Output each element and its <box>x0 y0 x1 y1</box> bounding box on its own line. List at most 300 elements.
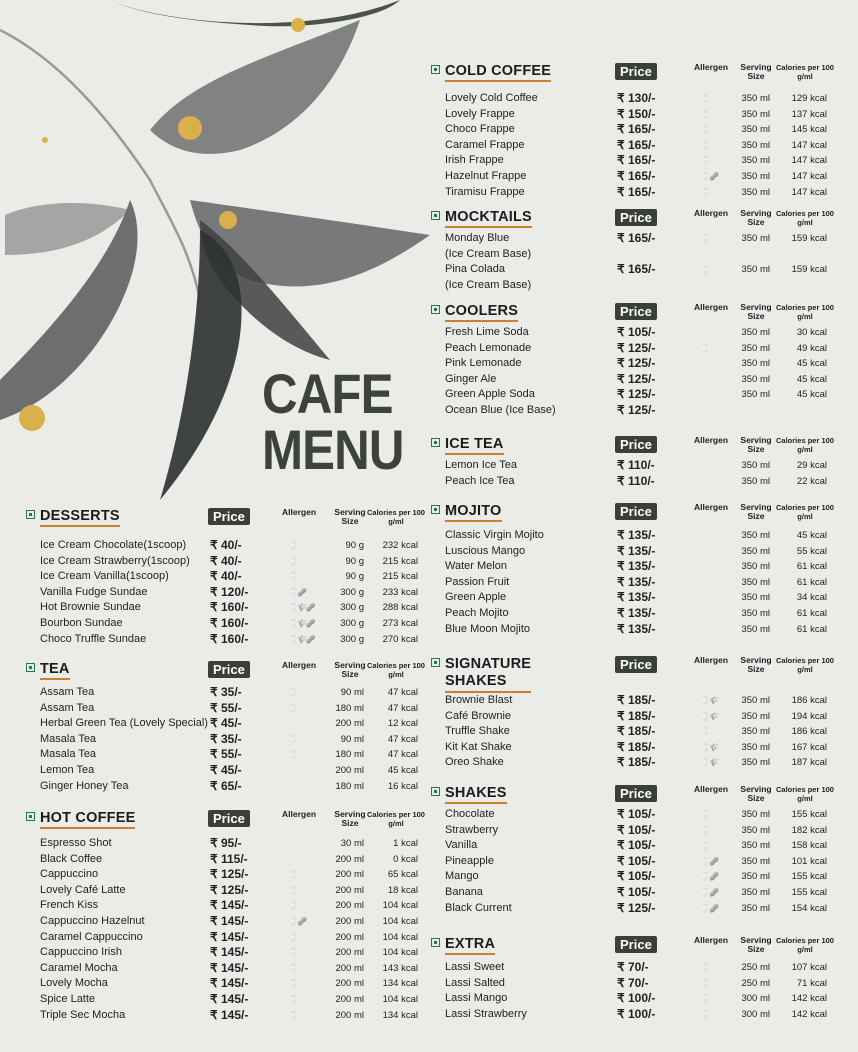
menu-item <box>431 372 851 388</box>
item-serving: 350 ml <box>741 561 770 573</box>
item-serving: 200 ml <box>335 931 364 943</box>
serving-header: Serving Size <box>740 502 772 521</box>
item-name: Black Coffee <box>40 852 103 865</box>
item-name: Oreo Shake <box>445 756 504 769</box>
serving-header: Serving Size <box>334 809 366 828</box>
menu-item <box>26 685 446 701</box>
item-name: Hot Brownie Sundae <box>40 601 141 614</box>
menu-item <box>26 945 446 961</box>
item-price: ₹ 135/- <box>617 605 656 620</box>
item-price: ₹ 165/- <box>617 122 656 137</box>
menu-item <box>431 528 851 544</box>
item-serving: 200 ml <box>335 764 364 776</box>
allergen-icon: 🥛🌾 <box>700 742 718 752</box>
menu-item <box>431 590 851 606</box>
item-price: ₹ 165/- <box>617 168 656 183</box>
allergen-icon: 🥛🌾🥜 <box>288 603 315 613</box>
item-price: ₹ 145/- <box>210 991 249 1006</box>
item-price: ₹ 185/- <box>617 708 656 723</box>
item-price: ₹ 135/- <box>617 621 656 636</box>
item-name: Lassi Salted <box>445 976 505 989</box>
item-price: ₹ 145/- <box>210 929 249 944</box>
item-price: ₹ 185/- <box>617 739 656 754</box>
item-name: Assam Tea <box>40 686 95 698</box>
item-price: ₹ 160/- <box>210 600 249 615</box>
item-price: ₹ 125/- <box>617 900 656 915</box>
item-name: Lassi Strawberry <box>445 1007 527 1020</box>
allergen-icon: 🥛🥜 <box>700 856 718 866</box>
allergen-icon: 🥛🥜 <box>700 887 718 897</box>
item-price: ₹ 125/- <box>617 371 656 386</box>
menu-item <box>26 883 446 899</box>
item-serving: 350 ml <box>741 530 770 541</box>
item-name: Pina Colada <box>445 263 505 276</box>
item-calories: 147 kcal <box>791 170 827 182</box>
item-price: ₹ 45/- <box>210 716 242 731</box>
item-serving: 180 ml <box>335 780 364 792</box>
item-name: Ice Cream Strawberry(1scoop) <box>40 554 190 567</box>
item-calories: 30 kcal <box>796 327 827 338</box>
item-name: Cappuccino Hazelnut <box>40 914 145 927</box>
serving-header: Serving Size <box>334 660 366 679</box>
item-serving: 350 ml <box>741 93 770 104</box>
allergen-icon: 🥛 <box>288 556 297 566</box>
menu-item <box>431 755 851 771</box>
item-calories: 159 kcal <box>791 264 827 276</box>
item-serving: 200 ml <box>335 1009 364 1021</box>
item-name: Peach Ice Tea <box>445 474 515 487</box>
calories-header: Calories per 100 g/ml <box>367 508 425 526</box>
menu-item <box>26 961 446 977</box>
allergen-icon: 🥛 <box>288 948 297 958</box>
item-price: ₹ 125/- <box>210 867 249 882</box>
menu-item <box>431 709 851 725</box>
menu-item <box>26 976 446 992</box>
item-price: ₹ 55/- <box>210 747 242 762</box>
item-serving: 350 ml <box>741 607 770 619</box>
item-name: Strawberry <box>445 823 499 836</box>
item-calories: 137 kcal <box>791 108 827 120</box>
menu-item <box>431 262 851 278</box>
item-serving: 350 ml <box>741 824 770 836</box>
section-desserts <box>26 508 446 647</box>
item-calories: 45 kcal <box>796 389 827 401</box>
section-extra <box>431 936 851 1022</box>
item-name: Passion Fruit <box>445 575 510 588</box>
item-name: Masala Tea <box>40 732 97 745</box>
item-name: Espresso Shot <box>40 837 112 849</box>
item-name: Lemon Ice Tea <box>445 459 517 471</box>
item-calories: 61 kcal <box>796 561 827 573</box>
item-serving: 90 g <box>345 540 364 551</box>
calories-header: Calories per 100 g/ml <box>776 209 834 227</box>
allergen-icon: 🥛🥜 <box>288 587 306 597</box>
allergen-icon: 🥛 <box>288 750 297 760</box>
item-calories: 155 kcal <box>791 886 827 898</box>
item-name: Caramel Cappuccino <box>40 930 143 943</box>
section-title: SIGNATURE SHAKES <box>445 656 531 693</box>
allergen-icon: 🥛 <box>700 810 709 819</box>
veg-mark-icon <box>431 938 440 947</box>
item-calories: 61 kcal <box>796 623 827 635</box>
serving-header: Serving Size <box>334 507 366 526</box>
item-serving: 350 ml <box>741 373 770 385</box>
item-calories: 107 kcal <box>791 962 827 973</box>
calories-header: Calories per 100 g/ml <box>776 303 834 321</box>
allergen-icon: 🥛🌾🥜 <box>288 618 315 628</box>
menu-item <box>431 403 851 419</box>
item-calories: 65 kcal <box>387 869 418 881</box>
item-serving: 350 ml <box>741 108 770 120</box>
allergen-icon: 🥛 <box>288 901 297 911</box>
menu-item <box>26 600 446 616</box>
item-price: ₹ 125/- <box>210 882 249 897</box>
menu-item <box>431 869 851 885</box>
item-calories: 142 kcal <box>791 993 827 1005</box>
item-name: French Kiss <box>40 899 99 912</box>
allergen-icon: 🥛 <box>288 1010 297 1020</box>
item-price: ₹ 125/- <box>617 402 656 417</box>
menu-item <box>431 169 851 185</box>
calories-header: Calories per 100 g/ml <box>776 656 834 674</box>
item-calories: 159 kcal <box>791 233 827 244</box>
menu-item <box>431 991 851 1007</box>
menu-item <box>26 538 446 554</box>
item-calories: 47 kcal <box>387 687 418 698</box>
item-calories: 147 kcal <box>791 186 827 198</box>
menu-item <box>431 185 851 201</box>
item-serving: 180 ml <box>335 702 364 714</box>
item-price: ₹ 100/- <box>617 1006 656 1021</box>
item-price: ₹ 135/- <box>617 543 656 558</box>
item-serving: 200 ml <box>335 978 364 990</box>
item-name: Cappuccino <box>40 868 99 881</box>
menu-item <box>431 107 851 123</box>
item-price: ₹ 70/- <box>617 960 649 974</box>
item-calories: 194 kcal <box>791 710 827 722</box>
allergen-icon: 🥛 <box>288 572 297 582</box>
item-serving: 300 g <box>340 586 364 598</box>
item-price: ₹ 165/- <box>617 153 656 168</box>
menu-item <box>26 732 446 748</box>
item-calories: 45 kcal <box>796 373 827 385</box>
item-name: Lovely Frappe <box>445 107 515 120</box>
allergen-header: Allergen <box>694 784 729 794</box>
menu-item <box>431 325 851 341</box>
item-serving: 350 ml <box>741 264 770 276</box>
serving-header: Serving Size <box>740 62 772 81</box>
menu-item <box>26 585 446 601</box>
item-calories: 288 kcal <box>382 602 418 614</box>
allergen-icon: 🥛 <box>700 994 709 1004</box>
section-tea <box>26 661 446 794</box>
menu-item <box>431 474 851 490</box>
calories-header: Calories per 100 g/ml <box>367 661 425 679</box>
item-price: ₹ 135/- <box>617 574 656 589</box>
allergen-icon: 🥛 <box>700 343 709 353</box>
price-header: Price <box>208 810 250 827</box>
item-name: Peach Mojito <box>445 606 509 619</box>
item-calories: 29 kcal <box>796 460 827 471</box>
item-serving: 350 ml <box>741 757 770 769</box>
calories-header: Calories per 100 g/ml <box>776 503 834 521</box>
item-calories: 187 kcal <box>791 757 827 769</box>
allergen-icon: 🥛🌾 <box>700 696 718 705</box>
price-header: Price <box>615 63 657 80</box>
menu-item <box>431 724 851 740</box>
menu-item <box>431 559 851 575</box>
menu-item <box>431 838 851 854</box>
item-name: Brownie Blast <box>445 694 513 706</box>
menu-item <box>26 716 446 732</box>
item-calories: 145 kcal <box>791 124 827 136</box>
item-calories: 215 kcal <box>382 555 418 567</box>
allergen-icon: 🥛 <box>288 994 297 1004</box>
item-calories: 47 kcal <box>387 733 418 745</box>
item-calories: 167 kcal <box>791 741 827 753</box>
allergen-icon: 🥛 <box>700 727 709 737</box>
item-name: Bourbon Sundae <box>40 616 123 629</box>
item-calories: 129 kcal <box>791 93 827 104</box>
item-serving: 300 ml <box>741 993 770 1005</box>
allergen-icon: 🥛 <box>288 688 297 697</box>
item-price: ₹ 160/- <box>210 615 249 630</box>
item-name: Spice Latte <box>40 992 96 1005</box>
item-name: (Ice Cream Base) <box>445 278 532 291</box>
item-name: Irish Frappe <box>445 154 504 167</box>
item-name: Lemon Tea <box>40 763 95 776</box>
section-mojito <box>431 503 851 637</box>
menu-item <box>431 575 851 591</box>
allergen-icon: 🥛🥜 <box>700 903 718 913</box>
item-price: ₹ 145/- <box>210 913 249 928</box>
menu-item <box>431 247 851 263</box>
allergen-icon: 🥛 <box>700 187 709 197</box>
item-calories: 71 kcal <box>796 977 827 989</box>
item-name: Triple Sec Mocha <box>40 1008 126 1021</box>
menu-item <box>431 278 851 294</box>
allergen-icon: 🥛 <box>700 125 709 135</box>
menu-item <box>26 930 446 946</box>
item-serving: 350 ml <box>741 726 770 738</box>
item-name: Cappuccino Irish <box>40 946 122 959</box>
item-serving: 350 ml <box>741 155 770 167</box>
menu-item <box>431 231 851 247</box>
item-name: Vanilla <box>445 839 478 852</box>
allergen-header: Allergen <box>282 507 317 517</box>
item-calories: 134 kcal <box>382 978 418 990</box>
allergen-icon: 🥛 <box>288 541 297 550</box>
veg-mark-icon <box>431 211 440 220</box>
item-calories: 18 kcal <box>387 884 418 896</box>
veg-mark-icon <box>26 663 35 672</box>
item-calories: 12 kcal <box>387 718 418 730</box>
allergen-icon: 🥛 <box>700 841 709 851</box>
item-serving: 300 ml <box>741 1008 770 1020</box>
item-calories: 0 kcal <box>393 853 418 865</box>
item-serving: 200 ml <box>335 718 364 730</box>
allergen-header: Allergen <box>694 502 729 512</box>
allergen-icon: 🥛 <box>700 109 709 119</box>
item-price: ₹ 100/- <box>617 991 656 1006</box>
item-name: Mango <box>445 870 479 883</box>
menu-item <box>431 458 851 474</box>
menu-item <box>26 898 446 914</box>
veg-mark-icon <box>431 305 440 314</box>
item-serving: 350 ml <box>741 233 770 244</box>
veg-mark-icon <box>431 65 440 74</box>
item-serving: 350 ml <box>741 809 770 820</box>
item-name: Kit Kat Shake <box>445 740 512 753</box>
item-calories: 155 kcal <box>791 809 827 820</box>
item-serving: 90 g <box>345 555 364 567</box>
serving-header: Serving Size <box>740 302 772 321</box>
item-serving: 200 ml <box>335 915 364 927</box>
section-hot-coffee <box>26 810 446 1023</box>
item-name: Green Apple Soda <box>445 388 535 401</box>
menu-item <box>431 740 851 756</box>
allergen-icon: 🥛 <box>700 234 709 243</box>
item-calories: 155 kcal <box>791 871 827 883</box>
item-name: Vanilla Fudge Sundae <box>40 585 148 598</box>
item-serving: 350 ml <box>741 710 770 722</box>
item-serving: 350 ml <box>741 124 770 136</box>
item-serving: 300 g <box>340 617 364 629</box>
item-calories: 233 kcal <box>382 586 418 598</box>
item-calories: 186 kcal <box>791 726 827 738</box>
menu-item <box>26 779 446 795</box>
item-calories: 147 kcal <box>791 139 827 151</box>
item-serving: 200 ml <box>335 947 364 959</box>
item-serving: 350 ml <box>741 741 770 753</box>
section-title: MOCKTAILS <box>445 209 532 228</box>
item-name: Ginger Ale <box>445 372 497 385</box>
allergen-icon: 🥛🌾 <box>700 711 718 721</box>
menu-item <box>26 914 446 930</box>
section-title: ICE TEA <box>445 436 504 455</box>
item-name: Monday Blue <box>445 232 510 244</box>
menu-item <box>26 992 446 1008</box>
section-title: TEA <box>40 661 70 680</box>
section-title: HOT COFFEE <box>40 810 135 829</box>
menu-item <box>26 763 446 779</box>
item-price: ₹ 135/- <box>617 590 656 605</box>
item-calories: 270 kcal <box>382 633 418 645</box>
item-name: Lassi Sweet <box>445 961 505 973</box>
allergen-icon: 🥛🥜 <box>288 916 306 926</box>
menu-item <box>431 153 851 169</box>
item-name: Café Brownie <box>445 709 512 722</box>
item-price: ₹ 110/- <box>617 458 655 472</box>
item-calories: 154 kcal <box>791 902 827 914</box>
item-serving: 350 ml <box>741 592 770 604</box>
allergen-header: Allergen <box>694 935 729 945</box>
item-name: Truffle Shake <box>445 725 510 738</box>
menu-item <box>431 807 851 823</box>
allergen-icon: 🥛 <box>700 1009 709 1019</box>
item-name: Black Current <box>445 901 512 914</box>
item-calories: 182 kcal <box>791 824 827 836</box>
item-name: Hazelnut Frappe <box>445 169 527 182</box>
item-serving: 350 ml <box>741 475 770 487</box>
calories-header: Calories per 100 g/ml <box>776 936 834 954</box>
veg-mark-icon <box>431 658 440 667</box>
item-calories: 45 kcal <box>387 764 418 776</box>
item-name: Assam Tea <box>40 701 95 714</box>
allergen-header: Allergen <box>694 655 729 665</box>
item-price: ₹ 125/- <box>617 356 656 371</box>
item-serving: 350 ml <box>741 886 770 898</box>
item-name: Tiramisu Frappe <box>445 185 525 198</box>
item-price: ₹ 105/- <box>617 838 656 853</box>
item-price: ₹ 105/- <box>617 853 656 868</box>
menu-item <box>431 138 851 154</box>
menu-item <box>431 387 851 403</box>
item-calories: 273 kcal <box>382 617 418 629</box>
menu-item <box>431 976 851 992</box>
item-name: Luscious Mango <box>445 544 526 557</box>
calories-header: Calories per 100 g/ml <box>776 436 834 454</box>
item-price: ₹ 45/- <box>210 762 242 777</box>
item-name: Water Melon <box>445 560 507 573</box>
item-calories: 134 kcal <box>382 1009 418 1021</box>
item-name: Green Apple <box>445 591 507 604</box>
item-price: ₹ 105/- <box>617 884 656 899</box>
item-name: Masala Tea <box>40 748 97 761</box>
item-name: Lovely Café Latte <box>40 883 126 896</box>
item-serving: 200 ml <box>335 962 364 974</box>
item-price: ₹ 135/- <box>617 528 656 542</box>
item-price: ₹ 95/- <box>210 836 242 850</box>
price-header: Price <box>615 503 657 520</box>
menu-item <box>26 747 446 763</box>
item-calories: 47 kcal <box>387 749 418 761</box>
item-calories: 22 kcal <box>796 475 827 487</box>
allergen-icon: 🥛 <box>288 734 297 744</box>
allergen-icon: 🥛🌾🥜 <box>288 634 315 644</box>
item-serving: 300 g <box>340 602 364 614</box>
cafe-menu-title: CAFE MENU <box>262 362 404 481</box>
allergen-icon: 🥛 <box>288 963 297 973</box>
item-price: ₹ 165/- <box>617 137 656 152</box>
item-price: ₹ 160/- <box>210 631 249 646</box>
allergen-icon: 🥛 <box>288 932 297 942</box>
allergen-icon: 🥛 <box>288 870 297 880</box>
item-calories: 158 kcal <box>791 840 827 852</box>
item-price: ₹ 105/- <box>617 807 656 821</box>
allergen-icon: 🥛 <box>288 703 297 713</box>
item-price: ₹ 105/- <box>617 325 656 339</box>
item-name: Lassi Mango <box>445 992 508 1005</box>
item-calories: 47 kcal <box>387 702 418 714</box>
item-price: ₹ 145/- <box>210 898 249 913</box>
item-name: Peach Lemonade <box>445 341 532 354</box>
item-name: Lovely Cold Coffee <box>445 92 538 104</box>
item-price: ₹ 185/- <box>617 755 656 770</box>
item-serving: 350 ml <box>741 186 770 198</box>
item-price: ₹ 55/- <box>210 700 242 715</box>
item-calories: 147 kcal <box>791 155 827 167</box>
item-name: Herbal Green Tea (Lovely Special) <box>40 717 208 730</box>
veg-mark-icon <box>431 505 440 514</box>
allergen-header: Allergen <box>694 62 729 72</box>
item-serving: 350 ml <box>741 389 770 401</box>
section-coolers <box>431 303 851 419</box>
item-serving: 250 ml <box>741 977 770 989</box>
item-name: Lovely Mocha <box>40 977 108 990</box>
price-header: Price <box>208 661 250 678</box>
serving-header: Serving Size <box>740 208 772 227</box>
